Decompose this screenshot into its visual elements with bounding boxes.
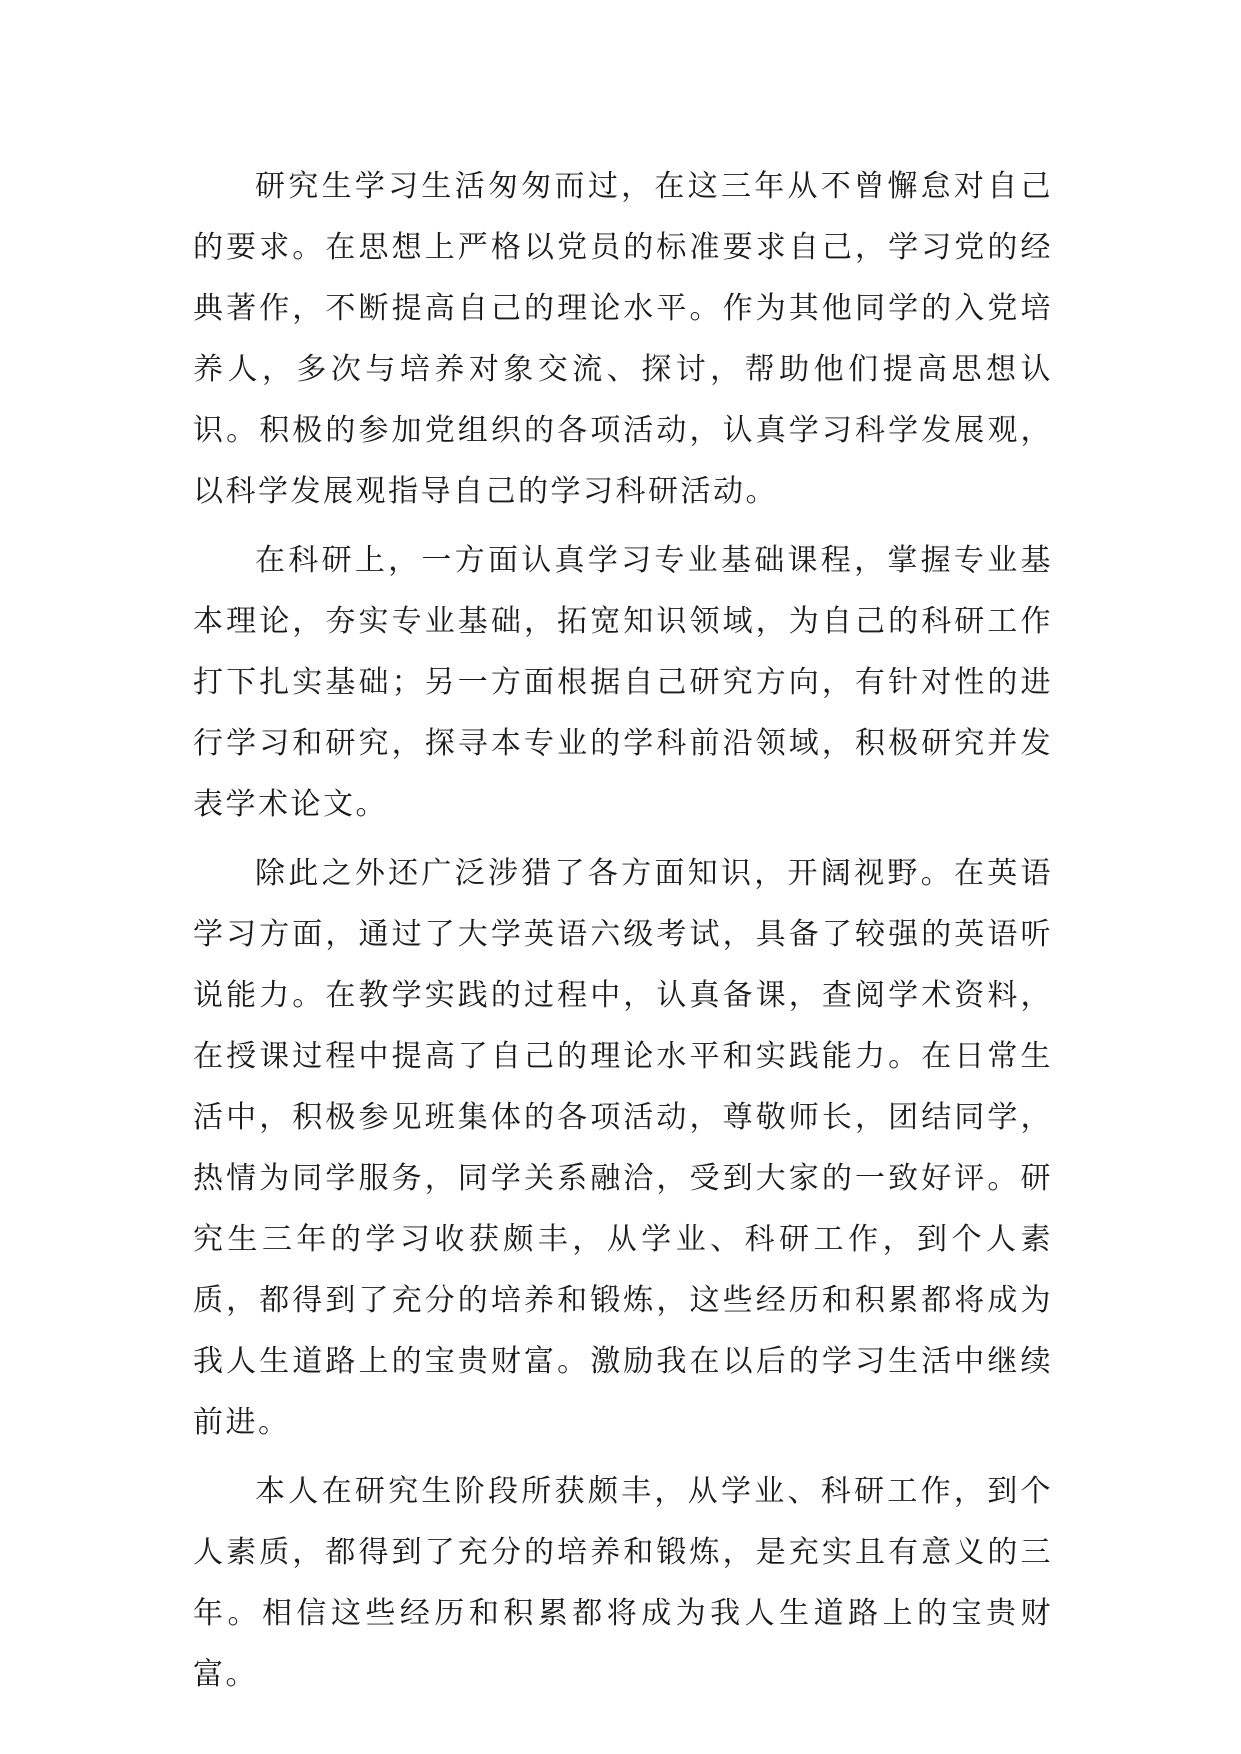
paragraph-4: 本人在研究生阶段所获颇丰，从学业、科研工作，到个人素质，都得到了充分的培养和锻炼，是充实且有意义的三年。相信这些经历和积累都将成为我人生道路上的宝贵财富。 [193,1474,1053,1692]
paragraph-3: 除此之外还广泛涉猎了各方面知识，开阔视野。在英语学习方面，通过了大学英语六级考试，具备了较强的英语听说能力。在教学实践的过程中，认真备课，查阅学术资料，在授课过程中提高了自己的理论水平和实践能力。在日常生活中，积极参见班集体的各项活动，尊敬师长，团结同学，热情为同学服务，同学关系融洽，受到大家的一致好评。研究生三年的学习收获颇丰，从学业、科研工作，到个人素质，都得到了充分的培养和锻炼，这些经历和积累都将成为我人生道路上的宝贵财富。激励我在以后的学习生活中继续前进。 [193,856,1053,1440]
document-body [193,156,1053,1713]
paragraph-1: 研究生学习生活匆匆而过，在这三年从不曾懈怠对自己的要求。在思想上严格以党员的标准要求自己，学习党的经典著作，不断提高自己的理论水平。作为其他同学的入党培养人，多次与培养对象交流、探讨，帮助他们提高思想认识。积极的参加党组织的各项活动，认真学习科学发展观，以科学发展观指导自己的学习科研活动。 [193,169,1053,509]
paragraph-2: 在科研上，一方面认真学习专业基础课程，掌握专业基本理论，夯实专业基础，拓宽知识领域，为自己的科研工作打下扎实基础；另一方面根据自己研究方向，有针对性的进行学习和研究，探寻本专业的学科前沿领域，积极研究并发表学术论文。 [193,543,1053,822]
